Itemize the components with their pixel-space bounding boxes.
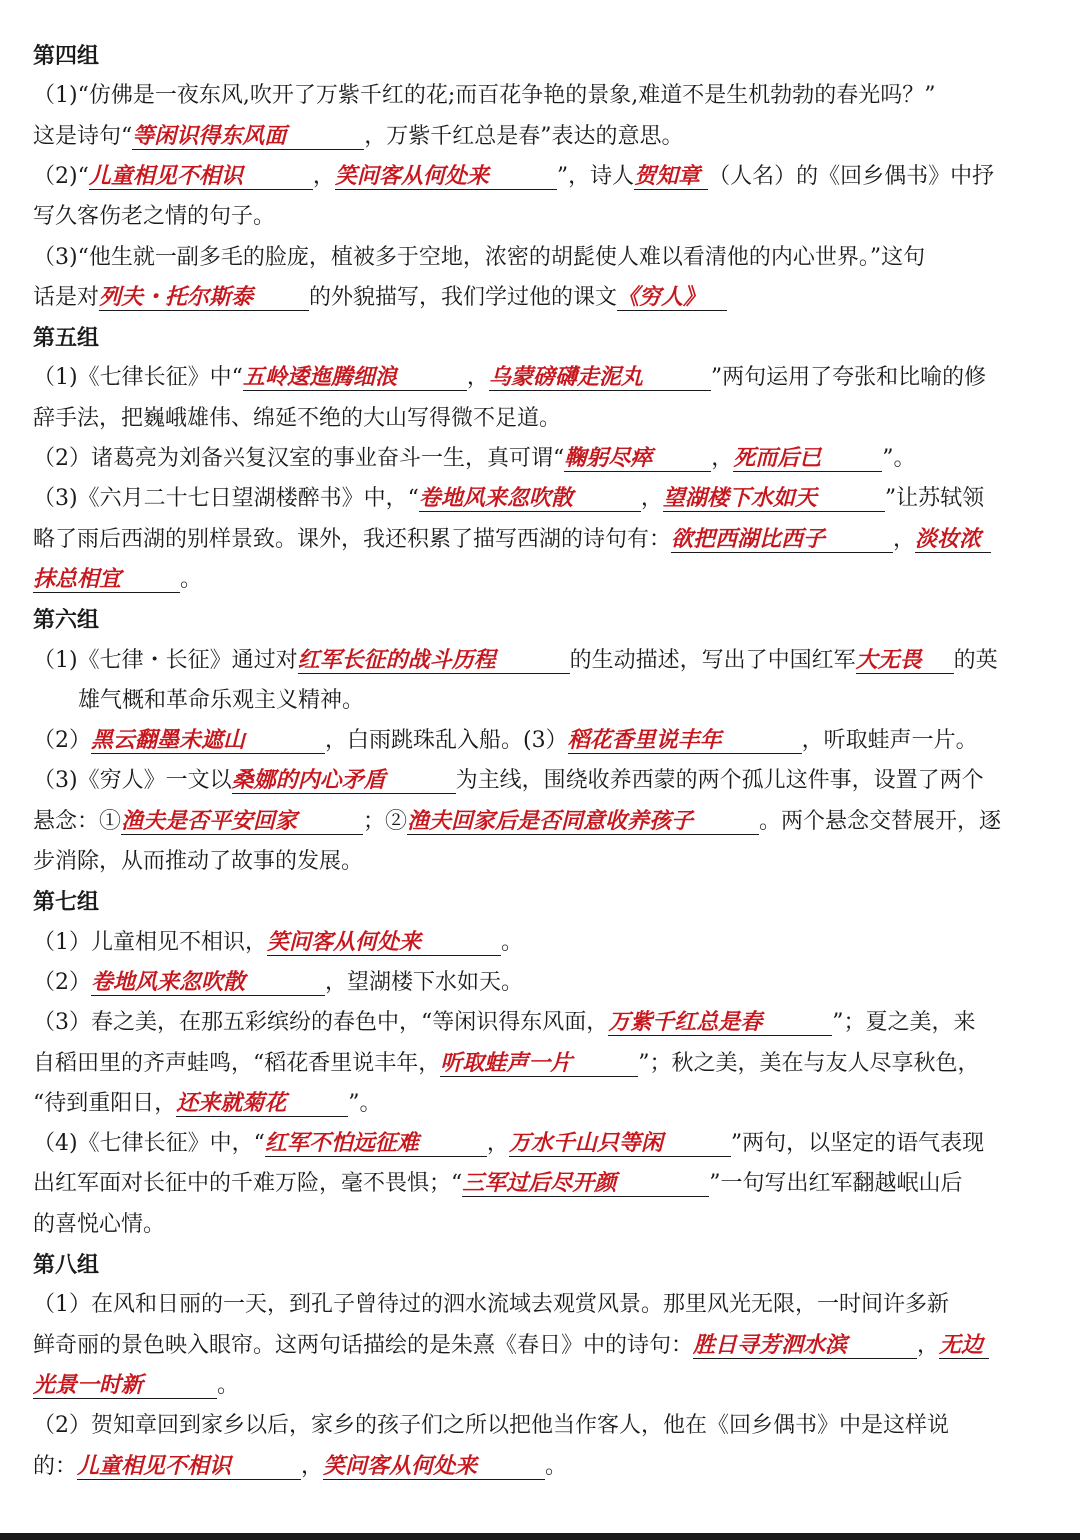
answer-blank: 大无畏 [856, 647, 954, 674]
answer-blank: 等闲识得东风面 [132, 123, 364, 150]
line-text: 话是对 [33, 285, 100, 310]
line-text: （2）诸葛亮为刘备兴复汉室的事业奋斗一生，真可谓“ [33, 446, 565, 471]
answer-blank: 还来就菊花 [176, 1090, 348, 1117]
answer-blank: 《穷人》 [617, 284, 727, 311]
line-text: （2） [33, 970, 91, 995]
answer-blank: 稻花香里说丰年 [568, 727, 802, 754]
heading-text: 第五组 [33, 325, 100, 351]
line-text: ， [486, 1131, 509, 1156]
line-text: 。 [501, 930, 524, 955]
text-line [33, 358, 1053, 398]
section-heading [33, 318, 1053, 358]
line-text: 出红军面对长征中的千难万险，毫不畏惧；“ [33, 1171, 463, 1196]
answer-blank: 桑娜的内心矛盾 [232, 767, 456, 794]
line-text: （4)《七律长征》中，“ [33, 1131, 265, 1156]
text-line [33, 238, 1053, 278]
line-text: ，望湖楼下水如天。 [325, 970, 524, 995]
line-text: （1）儿童相见不相识， [33, 930, 267, 955]
line-text: 雄气概和革命乐观主义精神。 [78, 688, 365, 713]
line-text: ”。 [348, 1091, 382, 1116]
line-text: 鲜奇丽的景色映入眼帘。这两句话描绘的是朱熹《春日》中的诗句： [33, 1333, 694, 1358]
line-text: （1)《七律・长征》通过对 [33, 648, 298, 673]
line-text: ，听取蛙声一片。 [801, 728, 978, 753]
answer-blank: 列夫・托尔斯泰 [99, 284, 309, 311]
text-line [33, 1003, 1053, 1043]
line-text: ”两句，以坚定的语气表现 [730, 1131, 985, 1156]
text-line [78, 681, 1080, 721]
answer-blank: 乌蒙磅礴走泥丸 [489, 364, 711, 391]
line-text: （3)“他生就一副多毛的脸庞，植被多于空地，浓密的胡髭使人难以看清他的内心世界。”这句 [33, 245, 926, 270]
answer-blank: 笑问客从何处来 [267, 929, 501, 956]
line-text: 。 [180, 567, 203, 592]
line-text: “待到重阳日， [33, 1091, 177, 1116]
line-text: ”；秋之美，美在与友人尽享秋色， [638, 1051, 980, 1076]
bottom-border [0, 1533, 1080, 1540]
line-text: ”。 [882, 446, 916, 471]
text-line [33, 439, 1053, 479]
text-line [33, 76, 1053, 116]
line-text: ，万紫千红总是春”表达的意思。 [364, 124, 684, 149]
answer-blank: 淡妆浓 [915, 526, 991, 553]
text-line [33, 1124, 1053, 1164]
line-text: ， [301, 1454, 324, 1479]
text-line [33, 641, 1053, 681]
text-line [33, 399, 1053, 439]
answer-blank: 抹总相宜 [33, 566, 180, 593]
line-text: 的外貌描写，我们学过他的课文 [309, 285, 618, 310]
line-text: ”，诗人 [556, 164, 635, 189]
line-text: ”；夏之美，来 [832, 1010, 976, 1035]
text-line [33, 1447, 1053, 1487]
answer-blank: 光景一时新 [33, 1372, 217, 1399]
text-line [33, 479, 1053, 519]
line-text: 这是诗句“ [33, 124, 133, 149]
line-text: （人名）的《回乡偶书》中抒 [708, 164, 995, 189]
text-line [33, 278, 1053, 318]
line-text: 略了雨后西湖的别样景致。课外，我还积累了描写西湖的诗句有： [33, 527, 672, 552]
line-text: 步消除，从而推动了故事的发展。 [33, 849, 364, 874]
answer-blank: 笑问客从何处来 [323, 1453, 545, 1480]
answer-blank: 笑问客从何处来 [335, 163, 557, 190]
answer-blank: 儿童相见不相识 [77, 1453, 301, 1480]
section-heading [33, 600, 1053, 640]
text-line [33, 963, 1053, 1003]
text-line [33, 157, 1053, 197]
text-line [33, 1205, 1053, 1245]
line-text: 悬念：① [33, 809, 122, 834]
line-text: ，白雨跳珠乱入船。(3） [325, 728, 568, 753]
text-line [33, 1084, 1053, 1124]
answer-blank: 胜日寻芳泗水滨 [693, 1332, 917, 1359]
text-line [33, 560, 1053, 600]
heading-text: 第四组 [33, 43, 100, 69]
text-line [33, 802, 1053, 842]
line-text: ”两句运用了夸张和比喻的修 [710, 365, 987, 390]
answer-blank: 儿童相见不相识 [89, 163, 313, 190]
line-text: ， [711, 446, 734, 471]
text-line [33, 1406, 1053, 1446]
answer-blank: 黑云翻墨未遮山 [91, 727, 325, 754]
text-line [33, 1326, 1053, 1366]
answer-blank: 望湖楼下水如天 [663, 485, 885, 512]
line-text: 的英 [953, 648, 998, 673]
line-text: （1）在风和日丽的一天，到孔子曾待过的泗水流域去观赏风景。那里风光无限，一时间许多新 [33, 1292, 950, 1317]
line-text: （2） [33, 728, 91, 753]
line-text: 。 [217, 1373, 240, 1398]
heading-text: 第七组 [33, 889, 100, 915]
answer-blank: 听取蛙声一片 [440, 1050, 638, 1077]
answer-blank: 鞠躬尽瘁 [564, 445, 711, 472]
line-text: （1)《七律长征》中“ [33, 365, 243, 390]
line-text: 写久客伤老之情的句子。 [33, 204, 276, 229]
line-text: ， [466, 365, 489, 390]
line-text: ， [917, 1333, 940, 1358]
line-text: （3)《六月二十七日望湖楼醉书》中，“ [33, 486, 419, 511]
line-text: 的： [33, 1454, 78, 1479]
answer-blank: 死而后已 [733, 445, 882, 472]
text-line [33, 520, 1053, 560]
line-text: （2）贺知章回到家乡以后，家乡的孩子们之所以把他当作客人，他在《回乡偶书》中是这样说 [33, 1413, 950, 1438]
answer-blank: 渔夫回家后是否同意收养孩子 [407, 808, 759, 835]
answer-blank: 万水千山只等闲 [509, 1130, 731, 1157]
line-text: 辞手法，把巍峨雄伟、绵延不绝的大山写得微不足道。 [33, 406, 562, 431]
line-text: 为主线，围绕收养西蒙的两个孤儿这件事，设置了两个 [455, 768, 984, 793]
line-text: 。两个悬念交替展开，逐 [759, 809, 1002, 834]
answer-blank: 欲把西湖比西子 [671, 526, 893, 553]
answer-blank: 三军过后尽开颜 [462, 1170, 709, 1197]
text-line [33, 761, 1053, 801]
answer-blank: 红军长征的战斗历程 [298, 647, 570, 674]
answer-blank: 无边 [939, 1332, 989, 1359]
text-line [33, 842, 1053, 882]
answer-blank: 红军不怕远征难 [265, 1130, 487, 1157]
line-text: 的生动描述，写出了中国红军 [569, 648, 856, 673]
answer-blank: 渔夫是否平安回家 [121, 808, 363, 835]
line-text: （1)“仿佛是一夜东风,吹开了万紫千红的花;而百花争艳的景象,难道不是生机勃勃的春光吗？” [33, 83, 936, 108]
line-text: （3)《穷人》一文以 [33, 768, 232, 793]
section-heading [33, 36, 1053, 76]
answer-blank: 卷地风来忽吹散 [419, 485, 641, 512]
section-heading [33, 1245, 1053, 1285]
line-text: 。 [545, 1454, 568, 1479]
line-text: 的喜悦心情。 [33, 1212, 166, 1237]
line-text: （2)“ [33, 164, 89, 189]
answer-blank: 万紫千红总是春 [608, 1009, 832, 1036]
heading-text: 第六组 [33, 607, 100, 633]
line-text: ”一句写出红军翻越岷山后 [709, 1171, 963, 1196]
answer-blank: 卷地风来忽吹散 [91, 969, 325, 996]
text-line [33, 721, 1053, 761]
line-text: 自稻田里的齐声蛙鸣，“稻花香里说丰年， [33, 1051, 441, 1076]
text-line [33, 197, 1053, 237]
line-text: ， [312, 164, 335, 189]
section-heading [33, 882, 1053, 922]
line-text: ；② [363, 809, 408, 834]
line-text: ， [893, 527, 916, 552]
text-line [33, 923, 1053, 963]
answer-blank: 五岭逶迤腾细浪 [243, 364, 467, 391]
text-line [33, 1366, 1053, 1406]
line-text: ， [640, 486, 663, 511]
heading-text: 第八组 [33, 1252, 100, 1278]
text-line [33, 1164, 1053, 1204]
text-line [33, 117, 1053, 157]
text-line [33, 1285, 1053, 1325]
line-text: （3）春之美，在那五彩缤纷的春色中，“等闲识得东风面， [33, 1010, 609, 1035]
text-line [33, 1044, 1053, 1084]
line-text: ”让苏轼领 [884, 486, 985, 511]
answer-blank: 贺知章 [634, 163, 708, 190]
